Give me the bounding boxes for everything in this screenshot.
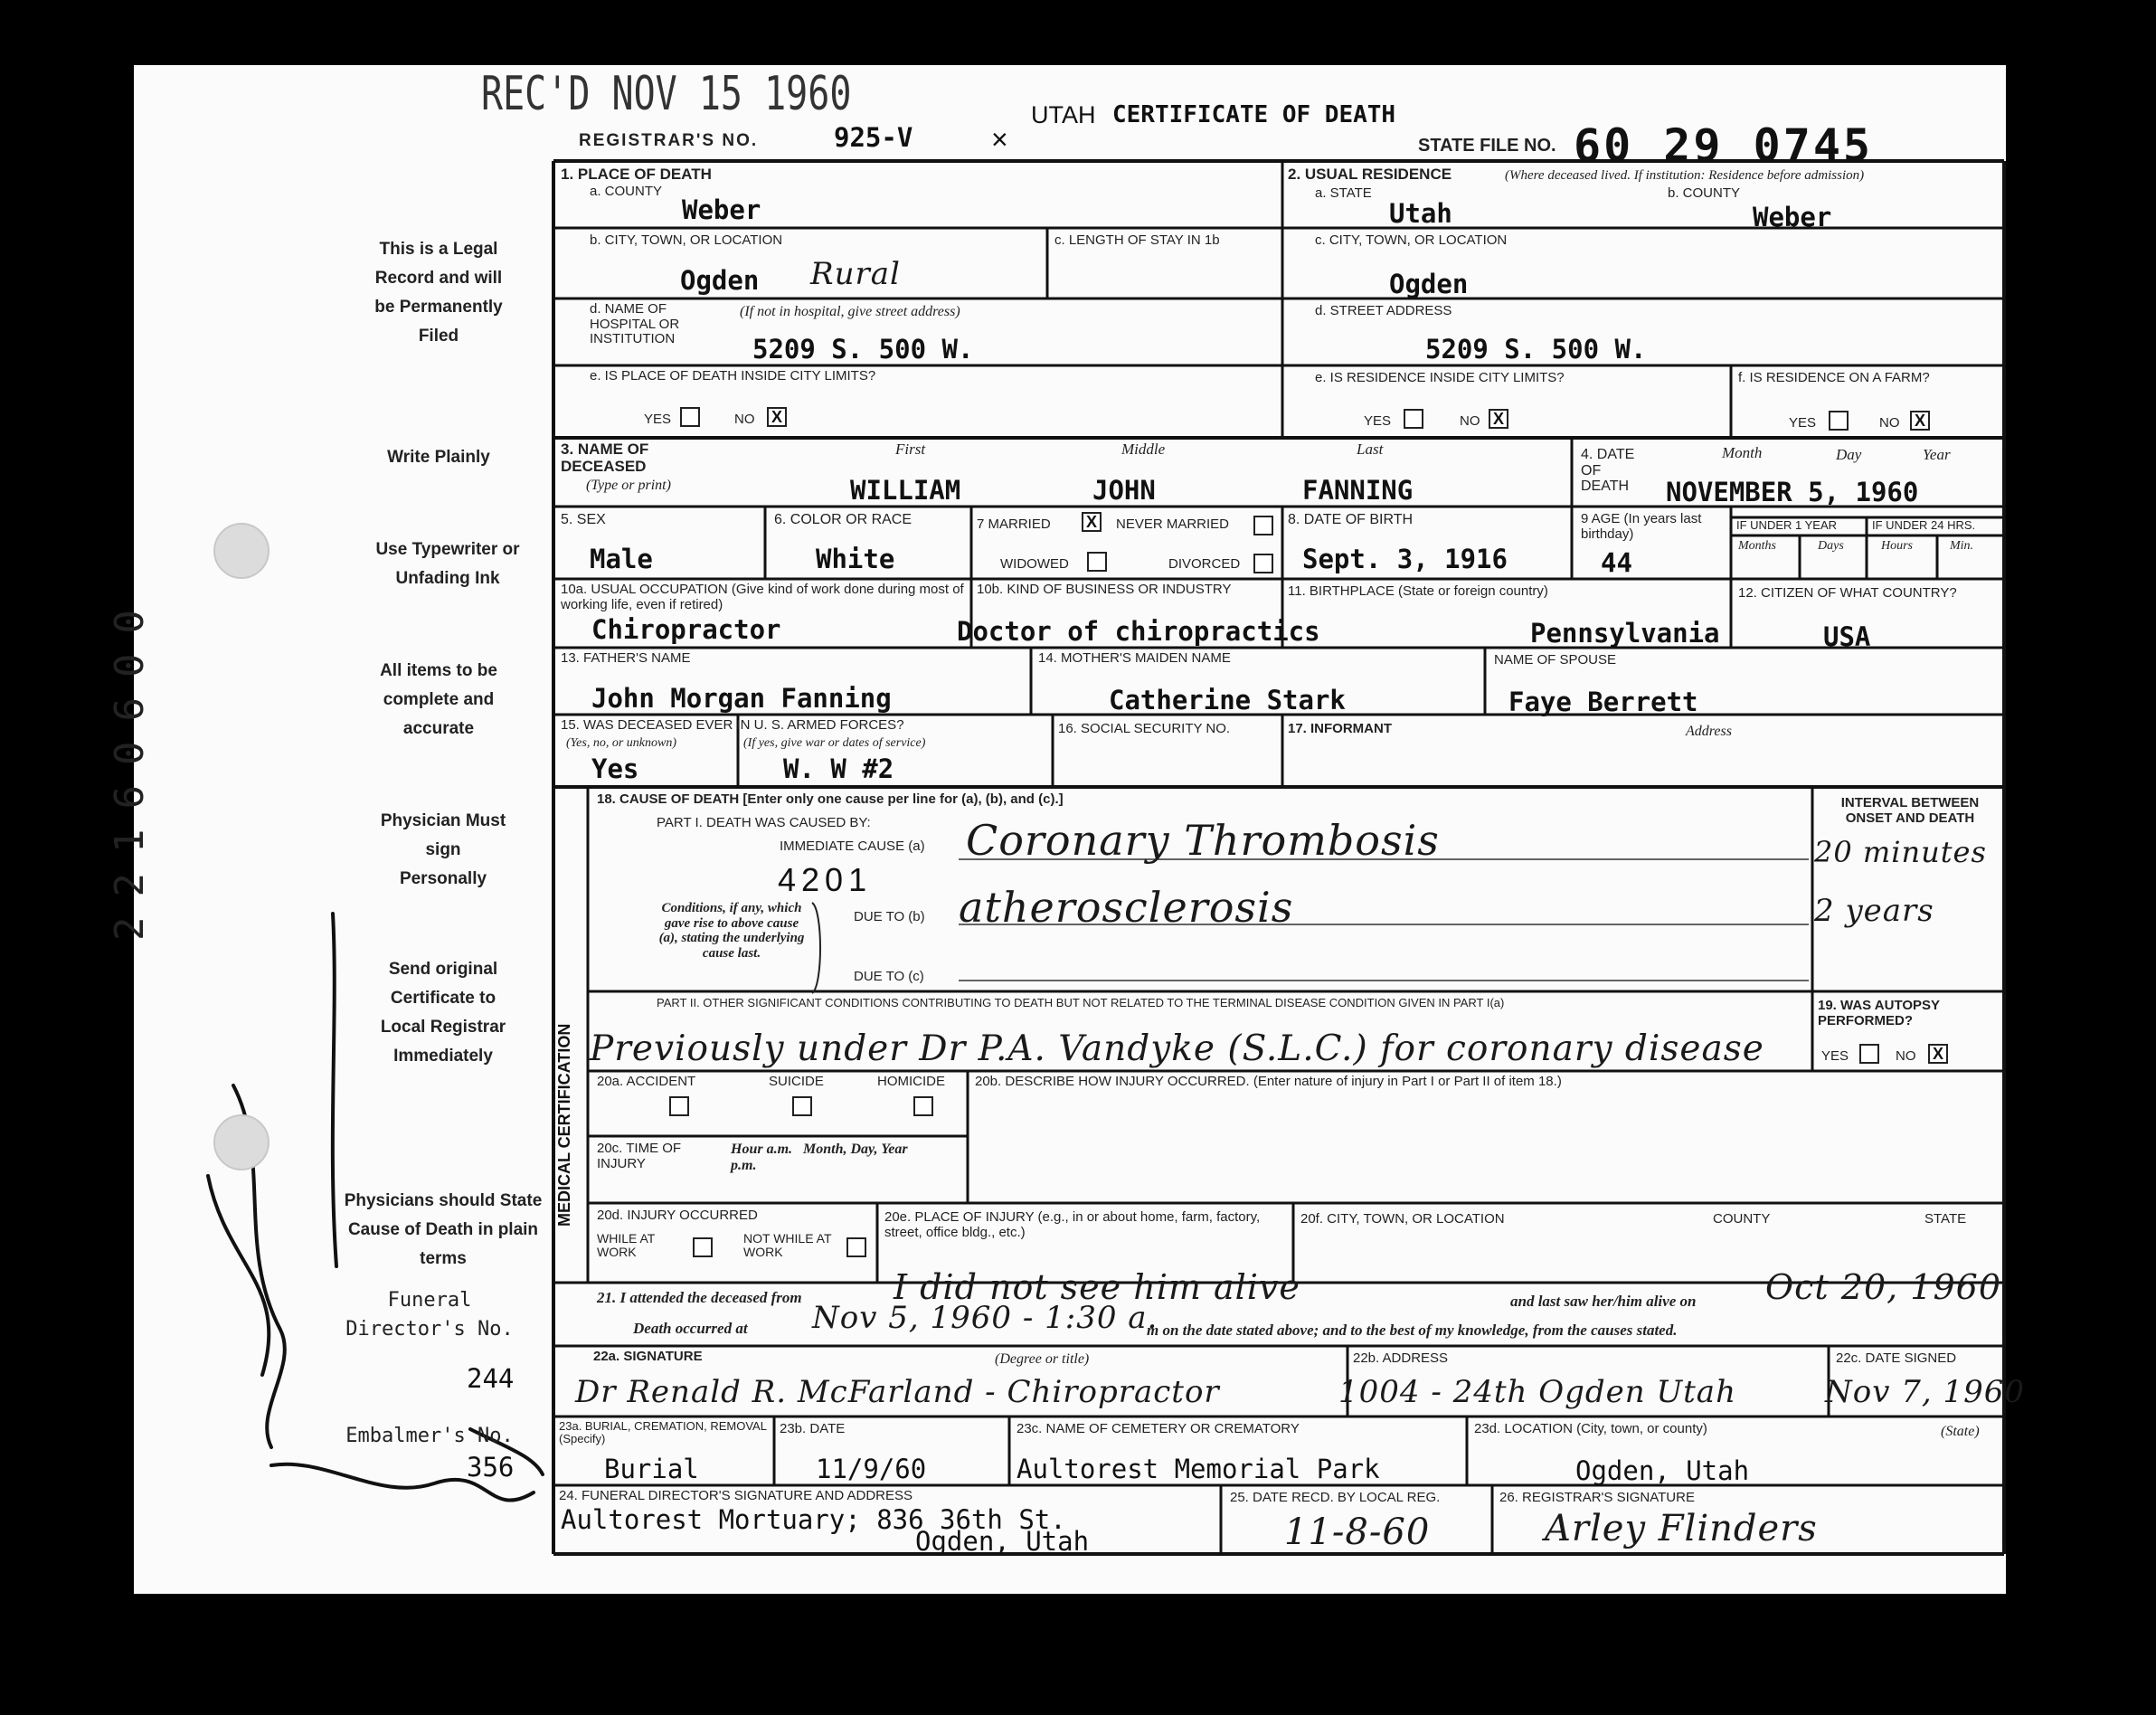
homicide-label: HOMICIDE (877, 1074, 945, 1089)
f25-label: 25. DATE RECD. BY LOCAL REG. (1230, 1490, 1441, 1505)
f22c-label: 22c. DATE SIGNED (1836, 1350, 1957, 1366)
immediate-cause[interactable]: Coronary Thrombosis (966, 816, 1440, 865)
city-of-death-note: Rural (810, 256, 901, 292)
f1a-label: a. COUNTY (590, 184, 663, 199)
death-occurred-time[interactable]: Nov 5, 1960 - 1:30 a. (812, 1300, 1158, 1336)
divorced-box[interactable] (1253, 554, 1273, 573)
hour-label: Hour a.m. p.m. (731, 1142, 793, 1173)
sidebar-physician-sign: Physician Must sign Personally (380, 811, 506, 888)
other-conditions[interactable]: Previously under Dr P.A. Vandyke (S.L.C.) for coronary disease (590, 1028, 1764, 1069)
f23c-label: 23c. NAME OF CEMETERY OR CREMATORY (1017, 1421, 1300, 1436)
f26-label: 26. REGISTRAR'S SIGNATURE (1499, 1490, 1695, 1505)
f1e-no-box[interactable]: X (767, 407, 787, 427)
while-at-work-box[interactable] (693, 1237, 713, 1257)
f1c-label: c. LENGTH OF STAY IN 1b (1054, 232, 1220, 248)
certificate-title: CERTIFICATE OF DEATH (1112, 101, 1396, 128)
registrar-signature[interactable]: Arley Flinders (1545, 1508, 1818, 1549)
punch-hole-top (213, 523, 270, 579)
x-mark: × (991, 123, 1008, 156)
date-of-birth[interactable]: Sept. 3, 1916 (1302, 544, 1508, 574)
month-day-year-label: Month, Day, Year (803, 1142, 908, 1157)
f10b-label: 10b. KIND OF BUSINESS OR INDUSTRY (977, 582, 1232, 597)
suicide-box[interactable] (792, 1096, 812, 1116)
f18-label: 18. CAUSE OF DEATH [Enter only one cause per line for (a), (b), and (c).] (597, 791, 1064, 807)
f2-note: (Where deceased lived. If institution: Residence before admission) (1505, 168, 1865, 183)
f1e-yes-box[interactable] (680, 407, 700, 427)
f14-label: 14. MOTHER'S MAIDEN NAME (1038, 650, 1231, 666)
title-prefix: UTAH (1031, 101, 1096, 128)
f15-note2: (If yes, give war or dates of service) (743, 736, 926, 750)
funeral-director-line2[interactable]: Ogden, Utah (915, 1526, 1090, 1557)
f2e-yes-box[interactable] (1404, 409, 1423, 429)
f1e-yes: YES (644, 412, 672, 427)
armed-forces[interactable]: Yes (591, 753, 639, 784)
f3-label: 3. NAME OF DECEASED (561, 441, 649, 475)
f20e-label: 20e. PLACE OF INJURY (e.g., in or about home, farm, factory, street, office bldg., etc.) (884, 1209, 1261, 1240)
f2e-no: NO (1460, 413, 1480, 429)
residence-county[interactable]: Weber (1753, 202, 1832, 232)
burial-date[interactable]: 11/9/60 (816, 1454, 927, 1484)
f20a-label: 20a. ACCIDENT (597, 1074, 696, 1089)
f15-label: 15. WAS DECEASED EVER IN U. S. ARMED FORCES? (561, 717, 904, 733)
due-to-c-label: DUE TO (c) (854, 969, 924, 984)
f17-label: 17. INFORMANT (1288, 721, 1393, 736)
f20b-label: 20b. DESCRIBE HOW INJURY OCCURRED. (Enter nature of injury in Part I or Part II of item 18.) (975, 1074, 1562, 1089)
hours-label: Hours (1881, 539, 1914, 553)
state-paren-label: (State) (1941, 1424, 1980, 1439)
race[interactable]: White (816, 544, 895, 574)
under-1-year-label: IF UNDER 1 YEAR (1736, 518, 1838, 532)
residence-street[interactable]: 5209 S. 500 W. (1425, 334, 1647, 365)
sidebar-write-plainly: Write Plainly (387, 448, 490, 467)
f23a-label: 23a. BURIAL, CREMATION, REMOVAL (Specify) (559, 1419, 767, 1446)
conditions-bracket (810, 901, 828, 995)
f2e-yes: YES (1364, 413, 1392, 429)
married-label: 7 MARRIED (977, 516, 1051, 532)
f22a-label: 22a. SIGNATURE (593, 1349, 703, 1364)
part2-label: PART II. OTHER SIGNIFICANT CONDITIONS CONTRIBUTING TO DEATH BUT NOT RELATED TO THE TERMINAL DISEASE CONDITION GIVEN IN PART I(a) (657, 996, 1505, 1009)
medical-certification-label: MEDICAL CERTIFICATION (555, 1023, 573, 1227)
residence-city[interactable]: Ogden (1389, 269, 1469, 299)
f2e-no-box[interactable]: X (1489, 409, 1508, 429)
due-to-b-label: DUE TO (b) (854, 909, 925, 924)
f9-label: 9 AGE (In years last birthday) (1581, 511, 1702, 542)
f1b-label: b. CITY, TOWN, OR LOCATION (590, 232, 783, 248)
funeral-director-no: 244 (467, 1363, 515, 1394)
death-occurred-tail: m on the date stated above; and to the best of my knowledge, from the causes stated. (1147, 1322, 1678, 1339)
residence-state[interactable]: Utah (1389, 198, 1452, 229)
day-label: Day (1836, 446, 1862, 463)
f2d-label: d. STREET ADDRESS (1315, 303, 1452, 318)
f2f-no: NO (1879, 415, 1900, 431)
vertical-file-number: 22160600 (107, 590, 153, 941)
first-name[interactable]: WILLIAM (850, 475, 961, 506)
death-occurred-label: Death occurred at (633, 1320, 748, 1337)
widowed-label: WIDOWED (1000, 556, 1069, 572)
sex[interactable]: Male (590, 544, 653, 574)
never-married-box[interactable] (1253, 516, 1273, 535)
sidebar-complete: All items to be complete and accurate (380, 661, 497, 738)
min-label: Min. (1950, 539, 1974, 553)
month-label: Month (1722, 444, 1763, 461)
cause-code: 4201 (778, 861, 873, 898)
f15-note1: (Yes, no, or unknown) (566, 736, 676, 750)
date-received[interactable]: 11-8-60 (1284, 1511, 1431, 1553)
f19-label: 19. WAS AUTOPSY PERFORMED? (1818, 998, 1940, 1028)
funeral-director-line1[interactable]: Aultorest Mortuary; 836 36th St. (561, 1504, 1066, 1535)
f5-label: 5. SEX (561, 512, 606, 527)
burial-location[interactable]: Ogden, Utah (1575, 1455, 1750, 1486)
county-of-death[interactable]: Weber (682, 194, 761, 225)
conditions-label: Conditions, if any, which gave rise to above cause (a), stating the underlying cause last. (658, 901, 805, 961)
sidebar-typewriter: Use Typewriter or Unfading Ink (375, 540, 520, 588)
interval-label: INTERVAL BETWEEN ONSET AND DEATH (1840, 795, 1980, 826)
punch-hole-bottom (213, 1114, 270, 1170)
last-name[interactable]: FANNING (1302, 475, 1414, 506)
injury-county-label: COUNTY (1713, 1211, 1771, 1227)
divorced-label: DIVORCED (1168, 556, 1241, 572)
suicide-label: SUICIDE (769, 1074, 824, 1089)
business-industry[interactable]: Doctor of chiropractics (957, 616, 1320, 647)
embalmer-label: Embalmer's No. (345, 1425, 514, 1447)
autopsy-yes: YES (1821, 1048, 1849, 1064)
citizenship[interactable]: USA (1823, 621, 1871, 652)
f1e-no: NO (734, 412, 755, 427)
date-of-death[interactable]: NOVEMBER 5, 1960 (1666, 477, 1919, 507)
first-label: First (895, 441, 926, 458)
f22b-label: 22b. ADDRESS (1353, 1350, 1449, 1366)
last-label: Last (1357, 441, 1384, 458)
date-signed[interactable]: Nov 7, 1960 (1825, 1374, 2026, 1410)
f2e-label: e. IS RESIDENCE INSIDE CITY LIMITS? (1315, 370, 1565, 385)
middle-label: Middle (1121, 441, 1166, 458)
f12-label: 12. CITIZEN OF WHAT COUNTRY? (1738, 585, 1957, 601)
age[interactable]: 44 (1601, 547, 1632, 578)
interval-b[interactable]: 2 years (1814, 893, 1934, 929)
f20f-label: 20f. CITY, TOWN, OR LOCATION (1300, 1211, 1505, 1227)
f2f-no-box[interactable]: X (1910, 411, 1930, 431)
state-file-number: 60 29 0745 (1574, 119, 1874, 172)
days-label: Days (1818, 539, 1844, 553)
f16-label: 16. SOCIAL SECURITY NO. (1058, 721, 1231, 736)
f21-label: 21. I attended the deceased from (597, 1289, 802, 1306)
not-while-at-work-box[interactable] (846, 1237, 866, 1257)
registrar-no-label: REGISTRAR'S NO. (579, 131, 759, 150)
sidebar-legal-record: This is a Legal Record and will be Permanently Filed (374, 240, 503, 346)
f20d-label: 20d. INJURY OCCURRED (597, 1208, 758, 1223)
state-file-label: STATE FILE NO. (1418, 136, 1556, 156)
f2f-yes-box[interactable] (1829, 411, 1849, 431)
autopsy-yes-box[interactable] (1859, 1044, 1879, 1064)
middle-name[interactable]: JOHN (1092, 475, 1156, 506)
year-label: Year (1923, 446, 1951, 463)
f2-label: 2. USUAL RESIDENCE (1288, 166, 1452, 183)
f23b-label: 23b. DATE (780, 1421, 846, 1436)
f1d-label: d. NAME OF HOSPITAL OR INSTITUTION (590, 301, 680, 346)
f2a-label: a. STATE (1315, 185, 1372, 201)
last-saw-date[interactable]: Oct 20, 1960 (1765, 1267, 2002, 1307)
embalmer-no: 356 (467, 1452, 515, 1483)
under-24-hrs-label: IF UNDER 24 HRS. (1872, 518, 1976, 532)
birthplace[interactable]: Pennsylvania (1530, 618, 1720, 649)
f1e-label: e. IS PLACE OF DEATH INSIDE CITY LIMITS? (590, 368, 876, 384)
war-service[interactable]: W. W #2 (783, 753, 894, 784)
city-of-death[interactable]: Ogden (680, 265, 760, 296)
not-while-at-work-label: NOT WHILE AT WORK (743, 1231, 832, 1260)
f2c-label: c. CITY, TOWN, OR LOCATION (1315, 232, 1508, 248)
mothers-maiden-name[interactable]: Catherine Stark (1109, 685, 1346, 715)
sidebar-cause-plain: Physicians should State Cause of Death in plain terms (344, 1191, 543, 1268)
f24-label: 24. FUNERAL DIRECTOR'S SIGNATURE AND ADDRESS (559, 1488, 913, 1503)
degree-label: (Degree or title) (995, 1351, 1090, 1367)
physician-signature[interactable]: Dr Renald R. McFarland - Chiropractor (575, 1374, 1220, 1410)
homicide-box[interactable] (913, 1096, 933, 1116)
registrar-no: 925-V (834, 122, 913, 153)
while-at-work-label: WHILE AT WORK (597, 1231, 656, 1260)
cause-due-to-b[interactable]: atherosclerosis (959, 883, 1294, 932)
last-saw-label: and last saw her/him alive on (1510, 1293, 1697, 1310)
f1d-note: (If not in hospital, give street address) (740, 304, 960, 319)
address-label: Address (1686, 724, 1732, 739)
attended-from[interactable]: I did not see him alive (894, 1267, 1300, 1307)
usual-occupation[interactable]: Chiropractor (591, 614, 781, 645)
f4-label: 4. DATE OF DEATH (1581, 447, 1635, 495)
f11-label: 11. BIRTHPLACE (State or foreign country) (1288, 583, 1548, 599)
f2b-label: b. COUNTY (1668, 185, 1741, 201)
immediate-cause-label: IMMEDIATE CAUSE (a) (780, 839, 925, 854)
autopsy-no-box[interactable]: X (1928, 1044, 1948, 1064)
spouse-name[interactable]: Faye Berrett (1508, 687, 1698, 717)
fathers-name[interactable]: John Morgan Fanning (591, 683, 892, 714)
f10a-label: 10a. USUAL OCCUPATION (Give kind of work done during most of working life, even if retired) (561, 582, 964, 612)
cemetery-name[interactable]: Aultorest Memorial Park (1017, 1454, 1380, 1484)
months-label: Months (1738, 539, 1776, 553)
physician-address[interactable]: 1004 - 24th Ogden Utah (1338, 1374, 1736, 1410)
f13-label: 13. FATHER'S NAME (561, 650, 691, 666)
never-married-label: NEVER MARRIED (1116, 516, 1230, 532)
autopsy-no: NO (1896, 1048, 1916, 1064)
f1-label: 1. PLACE OF DEATH (561, 166, 712, 183)
sidebar-send-original: Send original Certificate to Local Registrar Immediately (380, 960, 506, 1066)
interval-a[interactable]: 20 minutes (1814, 835, 1987, 869)
received-stamp: REC'D NOV 15 1960 (481, 67, 852, 121)
burial-method[interactable]: Burial (604, 1454, 699, 1484)
funeral-director-label: Funeral Director's No. (345, 1289, 514, 1341)
f23d-label: 23d. LOCATION (City, town, or county) (1474, 1421, 1707, 1436)
f2f-yes: YES (1789, 415, 1817, 431)
f6-label: 6. COLOR OR RACE (774, 512, 913, 527)
hospital-or-address[interactable]: 5209 S. 500 W. (752, 334, 974, 365)
married-box[interactable]: X (1082, 512, 1102, 532)
f2f-label: f. IS RESIDENCE ON A FARM? (1738, 370, 1930, 385)
part1-label: PART I. DEATH WAS CAUSED BY: (657, 815, 871, 830)
spouse-label: NAME OF SPOUSE (1494, 652, 1617, 668)
f20c-label: 20c. TIME OF INJURY (597, 1141, 682, 1171)
f3-note: (Type or print) (586, 478, 671, 493)
f8-label: 8. DATE OF BIRTH (1288, 512, 1414, 527)
injury-state-label: STATE (1924, 1211, 1967, 1227)
accident-box[interactable] (669, 1096, 689, 1116)
widowed-box[interactable] (1087, 552, 1107, 572)
